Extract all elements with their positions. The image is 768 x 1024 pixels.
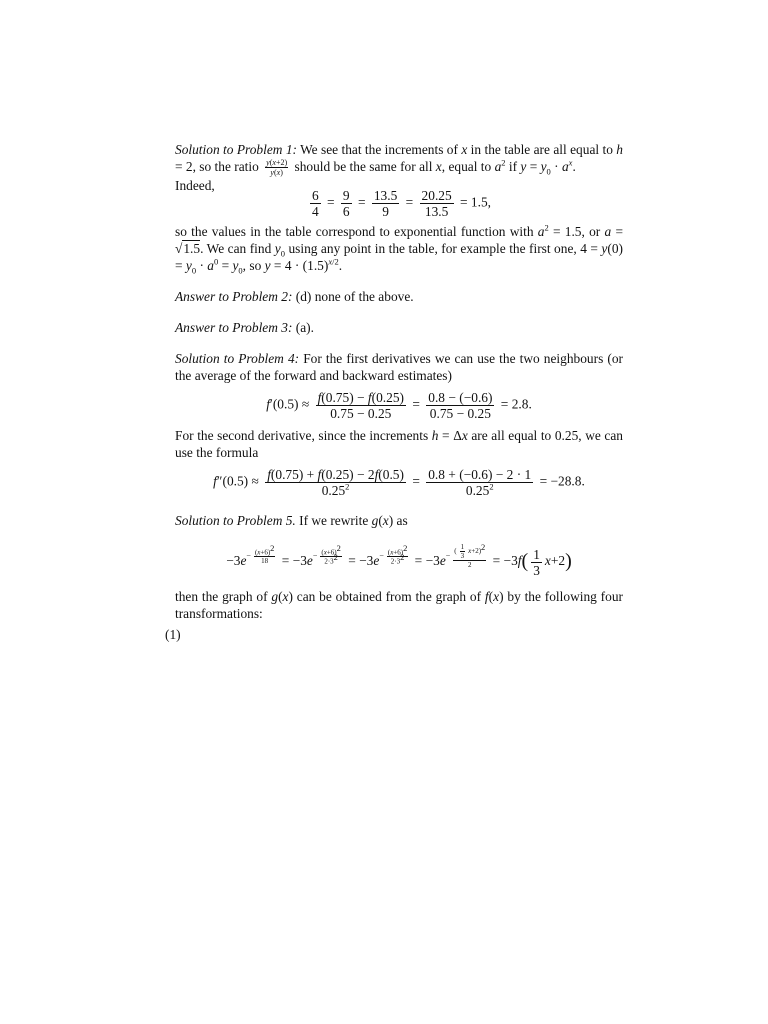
solution-problem-4: Solution to Problem 4: For the first derivatives we can use the two neighbours (or the average of the forward and backward estimates): [175, 351, 623, 384]
solution-problem-5: Solution to Problem 5. If we rewrite g(x) as: [175, 513, 408, 529]
rewrite-equation-1: −3e− $\frac{(x+6)^2}{18}$ = −3e− $\frac{(x+6)^2}{2\cdot 3^2}$ = −3e− $\frac{(x+6)^2}{2\cdot 3^2}$ = −3e− ( $\frac{1}{3}$ x+2)$^2$ 2 = −3f( $\frac{1}{3}$ x+2): [226, 542, 572, 578]
answer-problem-3: Answer to Problem 3: (a).: [175, 320, 314, 336]
document-page: [165, 141, 623, 643]
answer-problem-2: Answer to Problem 2: (d) none of the above.: [175, 289, 414, 305]
problem-1-label: Solution to Problem 1:: [175, 142, 297, 157]
second-derivative-equation: f″(0.5) ≈ $\frac{f(0.75) + f(0.25) - 2f(0.5)}{0.25^2}$ = $\frac{0.8 + (-0.6) - 2 \cdot 1}{0.25^2}$ = −28.8.: [213, 467, 585, 499]
transformations-list-1: [165, 626, 623, 643]
solution-problem-1: Solution to Problem 1: We see that the increments of x in the table are all equal to h = 2, so the ratio $\frac{y(x+2)}{y(x)}$ should be the same for all x, equal to $a^2$ if $y = y_0 \cdot a^x$. Indeed,: [175, 142, 623, 194]
problem-1-conclusion: so the values in the table correspond to exponential function with $a^2 = 1.5$, or a = √1.5. We can find $y_0$ using any point in the table, for example the first one, $4 = y(0) = y_0 \cdot a^0 = y_0$, so $y = 4 \cdot (1.5)^{x/2}$.: [175, 222, 623, 277]
first-derivative-equation: f′(0.5) ≈ $\frac{f(0.75) - f(0.25)}{0.75 - 0.25}$ = $\frac{0.8 - (-0.6)}{0.75 - 0.25}$ = 2.8.: [266, 390, 532, 422]
ratio-equation: $\frac{6}{4}$ = $\frac{9}{6}$ = $\frac{13.5}{9}$ = $\frac{20.25}{13.5}$ = 1.5,: [311, 188, 492, 220]
transformations-intro-1: then the graph of g(x) can be obtained from the graph of f(x) by the following four transformations:: [175, 588, 623, 621]
ratio-fraction: $\frac{y(x+2)}{y(x)}$: [266, 158, 288, 178]
list-item: (1): [165, 626, 181, 642]
second-derivative-text: For the second derivative, since the increments h = Δx are all equal to 0.25, we can use the formula: [175, 428, 623, 461]
